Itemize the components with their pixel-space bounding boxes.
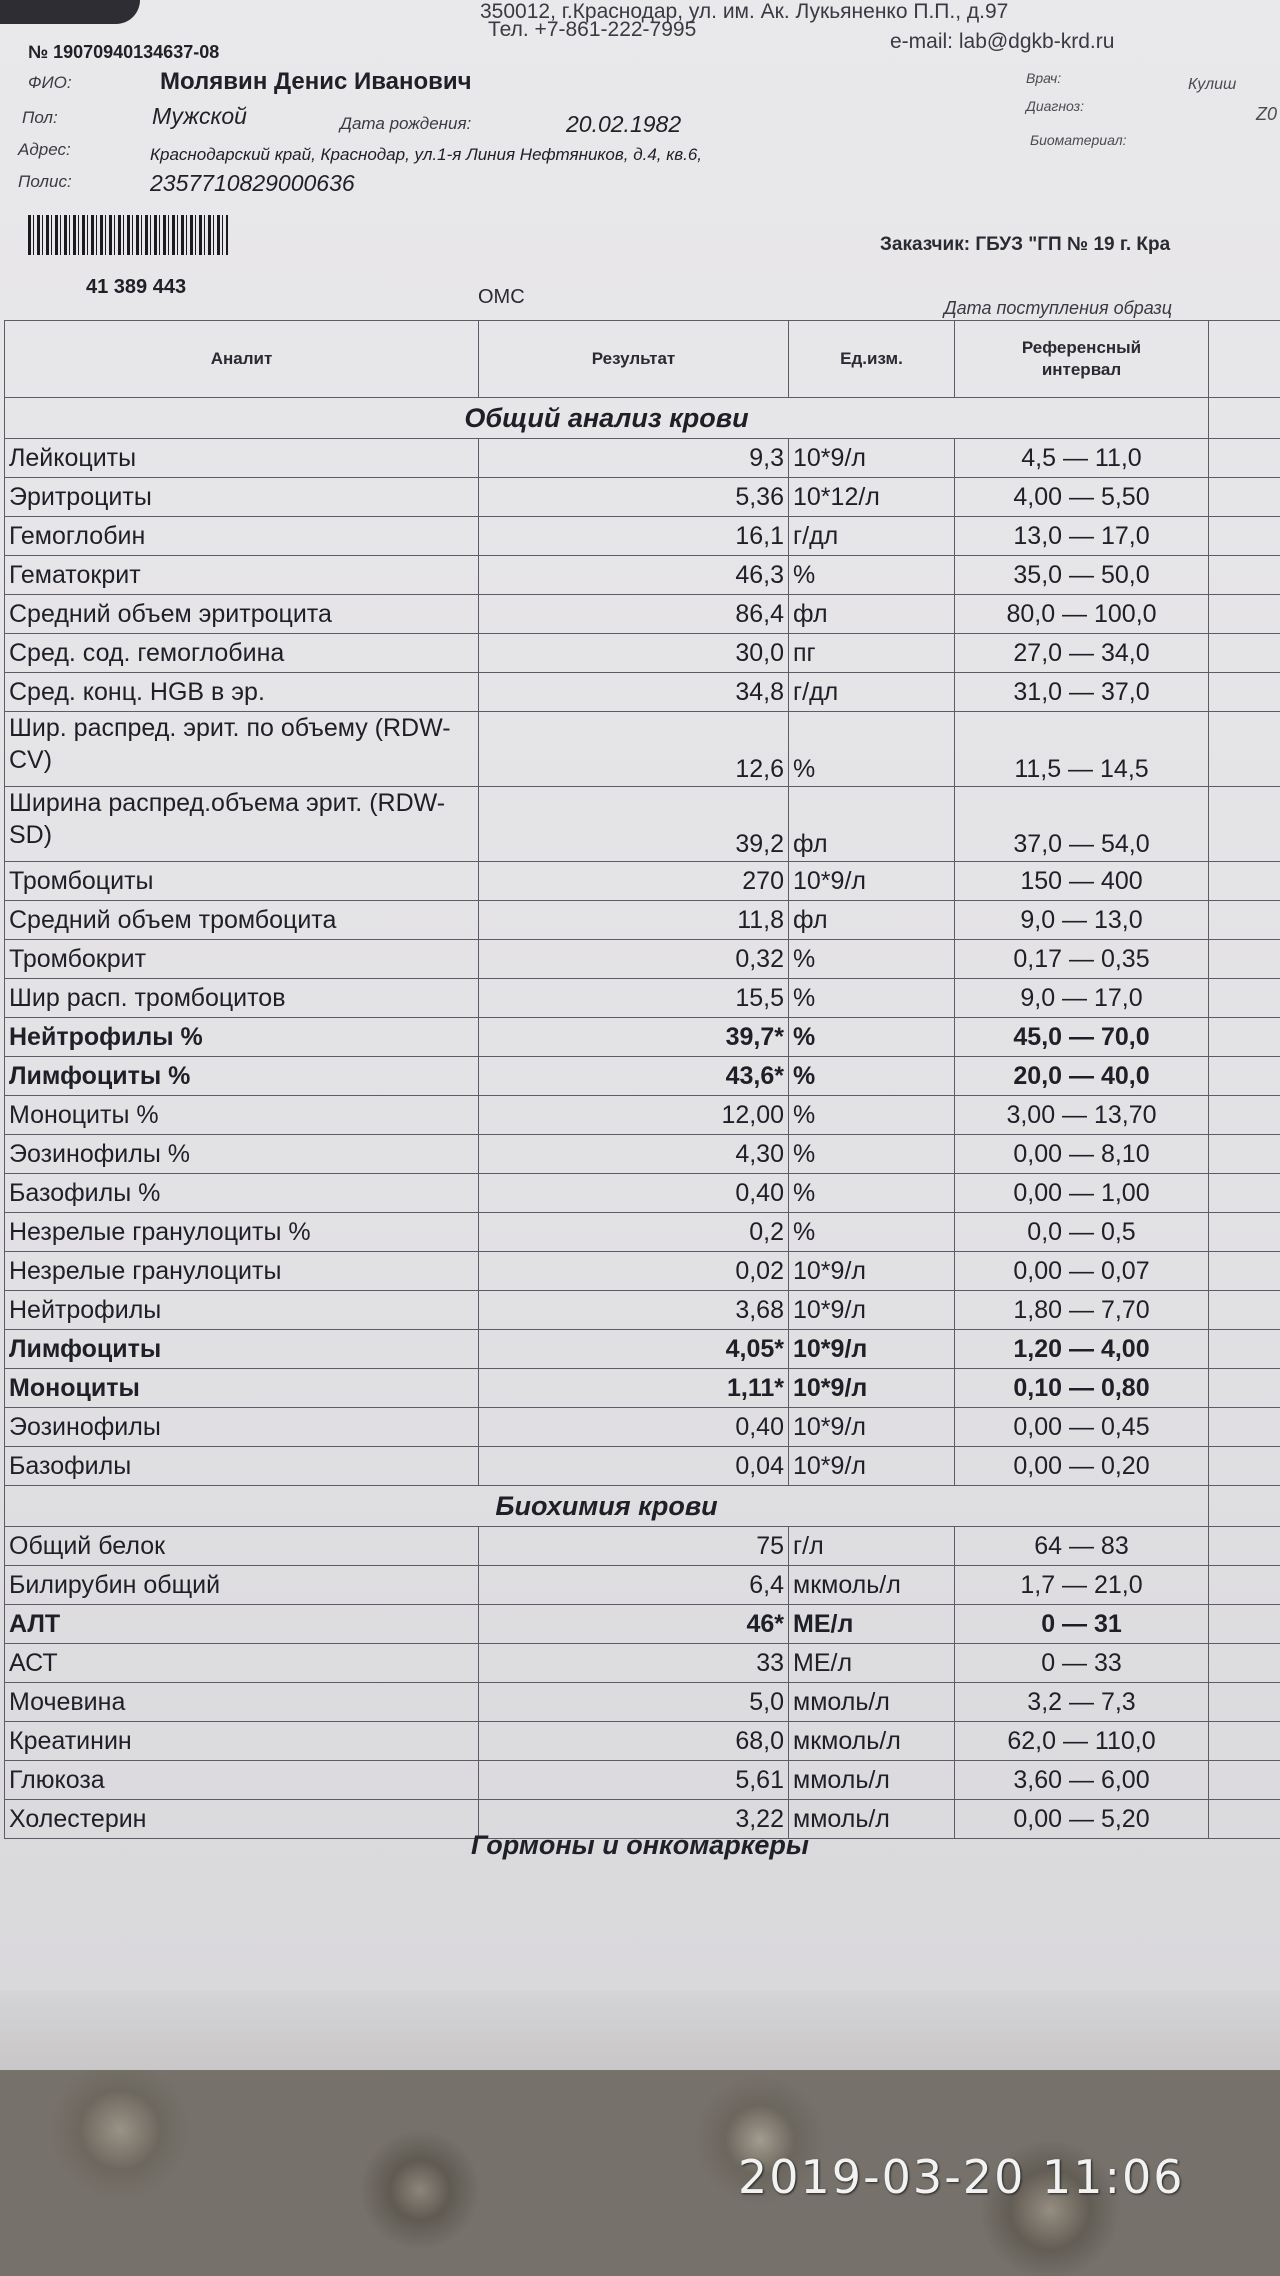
result-cell: 270 [479,862,789,901]
analyte-cell: Мочевина [5,1683,479,1722]
unit-cell: 10*9/л [789,862,955,901]
patient-policy: 2357710829000636 [150,170,355,196]
reference-cell: 9,0 — 13,0 [955,901,1209,940]
extra-cell [1209,439,1280,478]
extra-cell [1209,673,1280,712]
section-row [5,398,1280,439]
reference-cell: 0,0 — 0,5 [955,1213,1209,1252]
unit-cell: % [789,940,955,979]
result-cell: 12,00 [479,1096,789,1135]
unit-cell: г/дл [789,673,955,712]
diagnosis-value: Z0 [1256,104,1278,124]
analyte-cell: Нейтрофилы [5,1291,479,1330]
extra-cell [1209,1447,1280,1486]
table-row [5,1527,1280,1566]
extra-cell [1209,1291,1280,1330]
unit-cell: фл [789,787,955,862]
unit-cell: пг [789,634,955,673]
extra-cell [1209,1527,1280,1566]
unit-cell: % [789,1057,955,1096]
result-cell: 5,0 [479,1683,789,1722]
result-cell: 0,04 [479,1447,789,1486]
result-cell: 39,7* [479,1018,789,1057]
table-row [5,1330,1280,1369]
reference-cell: 0,17 — 0,35 [955,940,1209,979]
table-row [5,1057,1280,1096]
extra-cell [1209,1057,1280,1096]
reference-cell: 11,5 — 14,5 [955,712,1209,787]
order-number: № 19070940134637-08 [28,42,220,62]
analyte-cell: Шир расп. тромбоцитов [5,979,479,1018]
extra-cell [1209,595,1280,634]
extra-cell [1209,1018,1280,1057]
result-cell: 39,2 [479,787,789,862]
analyte-cell: Шир. распред. эрит. по объему (RDW-CV) [5,712,479,787]
extra-cell [1209,1096,1280,1135]
col-header-reference-line1: Референсный [1021,338,1142,357]
result-cell: 33 [479,1644,789,1683]
reference-cell: 4,00 — 5,50 [955,478,1209,517]
analyte-cell: Общий белок [5,1527,479,1566]
extra-cell [1209,1683,1280,1722]
result-cell: 12,6 [479,712,789,787]
result-cell: 3,68 [479,1291,789,1330]
table-row [5,673,1280,712]
section-title-hormones: Гормоны и онкомаркеры [471,1830,809,1860]
result-cell: 0,32 [479,940,789,979]
reference-cell: 0,00 — 1,00 [955,1174,1209,1213]
table-row [5,1213,1280,1252]
result-cell: 0,40 [479,1174,789,1213]
reference-cell: 4,5 — 11,0 [955,439,1209,478]
unit-cell: 10*9/л [789,1369,955,1408]
reference-cell: 37,0 — 54,0 [955,787,1209,862]
table-row [5,1408,1280,1447]
extra-cell [1209,901,1280,940]
extra-cell [1209,862,1280,901]
unit-cell: % [789,1135,955,1174]
lab-address: 350012, г.Краснодар, ул. им. Ак. Лукьяненко П.П., д.97 [480,0,1009,23]
result-cell: 15,5 [479,979,789,1018]
patient-address: Краснодарский край, Краснодар, ул.1-я Линия Нефтяников, д.4, кв.6, [150,145,703,164]
table-row [5,1369,1280,1408]
analyte-cell: Креатинин [5,1722,479,1761]
table-row [5,1291,1280,1330]
result-cell: 0,2 [479,1213,789,1252]
reference-cell: 20,0 — 40,0 [955,1057,1209,1096]
section-title: Общий анализ крови [5,398,1209,439]
extra-cell [1209,1174,1280,1213]
unit-cell: ммоль/л [789,1761,955,1800]
table-row [5,634,1280,673]
address-label: Адрес: [18,140,71,159]
unit-cell: 10*9/л [789,1252,955,1291]
extra-cell [1209,478,1280,517]
reference-cell: 3,60 — 6,00 [955,1761,1209,1800]
unit-cell: 10*9/л [789,1291,955,1330]
table-row [5,1683,1280,1722]
result-cell: 1,11* [479,1369,789,1408]
unit-cell: % [789,1018,955,1057]
biomaterial-label: Биоматериал: [1030,132,1127,148]
extra-cell [1209,940,1280,979]
unit-cell: г/л [789,1527,955,1566]
section-title: Биохимия крови [5,1486,1209,1527]
unit-cell: 10*9/л [789,1447,955,1486]
analyte-cell: Сред. сод. гемоглобина [5,634,479,673]
patient-sex: Мужской [152,103,247,129]
unit-cell: ммоль/л [789,1800,955,1839]
reference-cell: 0,10 — 0,80 [955,1369,1209,1408]
analyte-cell: Базофилы [5,1447,479,1486]
result-cell: 30,0 [479,634,789,673]
unit-cell: МЕ/л [789,1644,955,1683]
extra-cell [1209,1644,1280,1683]
extra-cell [1209,1213,1280,1252]
paper-bottom-edge [0,1990,1280,2080]
analyte-cell: Базофилы % [5,1174,479,1213]
result-cell: 5,61 [479,1761,789,1800]
col-header-extra [1209,321,1280,398]
photo-timestamp: 2019-03-20 11:06 [738,2150,1185,2204]
reference-cell: 1,20 — 4,00 [955,1330,1209,1369]
name-label: ФИО: [28,73,72,92]
sample-date-label: Дата поступления образц [944,298,1173,318]
results-table [4,320,1280,1839]
table-row [5,862,1280,901]
analyte-cell: Тромбокрит [5,940,479,979]
table-row [5,478,1280,517]
result-cell: 4,05* [479,1330,789,1369]
extra-cell [1209,634,1280,673]
reference-cell: 0,00 — 0,45 [955,1408,1209,1447]
reference-cell: 1,7 — 21,0 [955,1566,1209,1605]
extra-cell [1209,1330,1280,1369]
extra-cell [1209,556,1280,595]
reference-cell: 0 — 33 [955,1644,1209,1683]
table-row [5,556,1280,595]
table-row [5,439,1280,478]
reference-cell: 31,0 — 37,0 [955,673,1209,712]
result-cell: 0,40 [479,1408,789,1447]
col-header-unit: Ед.изм. [789,321,955,398]
customer: Заказчик: ГБУЗ "ГП № 19 г. Кра [880,234,1171,255]
extra-cell [1209,398,1280,439]
reference-cell: 0,00 — 0,07 [955,1252,1209,1291]
table-row [5,1096,1280,1135]
unit-cell: % [789,556,955,595]
table-row [5,979,1280,1018]
col-header-analyte: Аналит [5,321,479,398]
analyte-cell: Эозинофилы % [5,1135,479,1174]
unit-cell: 10*12/л [789,478,955,517]
analyte-cell: АСТ [5,1644,479,1683]
extra-cell [1209,517,1280,556]
reference-cell: 0,00 — 0,20 [955,1447,1209,1486]
table-row [5,1644,1280,1683]
doctor-value: Кулиш [1188,76,1237,93]
table-row [5,1605,1280,1644]
analyte-cell: Тромбоциты [5,862,479,901]
reference-cell: 3,00 — 13,70 [955,1096,1209,1135]
analyte-cell: Средний объем эритроцита [5,595,479,634]
reference-cell: 0,00 — 5,20 [955,1800,1209,1839]
table-row [5,787,1280,862]
analyte-cell: Глюкоза [5,1761,479,1800]
result-cell: 34,8 [479,673,789,712]
reference-cell: 1,80 — 7,70 [955,1291,1209,1330]
analyte-cell: Гематокрит [5,556,479,595]
table-row [5,712,1280,787]
unit-cell: фл [789,901,955,940]
reference-cell: 150 — 400 [955,862,1209,901]
unit-cell: % [789,712,955,787]
col-header-result: Результат [479,321,789,398]
col-header-reference [955,321,1209,398]
unit-cell: мкмоль/л [789,1722,955,1761]
patient-dob: 20.02.1982 [566,111,682,137]
unit-cell: % [789,1174,955,1213]
reference-cell: 0,00 — 8,10 [955,1135,1209,1174]
result-cell: 4,30 [479,1135,789,1174]
result-cell: 86,4 [479,595,789,634]
unit-cell: мкмоль/л [789,1566,955,1605]
table-row [5,1174,1280,1213]
analyte-cell: Эритроциты [5,478,479,517]
analyte-cell: Билирубин общий [5,1566,479,1605]
table-row [5,517,1280,556]
patient-name: Молявин Денис Иванович [160,68,472,95]
reference-cell: 3,2 — 7,3 [955,1683,1209,1722]
payer-type: ОМС [478,286,525,308]
lab-email: e-mail: lab@dgkb-krd.ru [890,30,1115,53]
reference-cell: 13,0 — 17,0 [955,517,1209,556]
reference-cell: 0 — 31 [955,1605,1209,1644]
diagnosis-label: Диагноз: [1026,98,1085,114]
lab-logo [0,0,140,24]
unit-cell: % [789,979,955,1018]
reference-cell: 62,0 — 110,0 [955,1722,1209,1761]
result-cell: 11,8 [479,901,789,940]
unit-cell: 10*9/л [789,1408,955,1447]
col-header-reference-line2: интервал [1041,360,1122,379]
analyte-cell: АЛТ [5,1605,479,1644]
extra-cell [1209,787,1280,862]
table-row [5,1252,1280,1291]
extra-cell [1209,712,1280,787]
extra-cell [1209,1369,1280,1408]
lab-phone: Тел. +7-861-222-7995 [488,18,697,41]
table-row [5,1018,1280,1057]
reference-cell: 9,0 — 17,0 [955,979,1209,1018]
analyte-cell: Моноциты % [5,1096,479,1135]
unit-cell: МЕ/л [789,1605,955,1644]
sample-barcode [28,215,228,255]
result-cell: 46* [479,1605,789,1644]
table-row [5,1566,1280,1605]
analyte-cell: Лимфоциты [5,1330,479,1369]
analyte-cell: Незрелые гранулоциты % [5,1213,479,1252]
dob-label: Дата рождения: [340,114,472,133]
extra-cell [1209,1486,1280,1527]
analyte-cell: Моноциты [5,1369,479,1408]
analyte-cell: Сред. конц. HGB в эр. [5,673,479,712]
results-body [5,398,1280,1839]
extra-cell [1209,1408,1280,1447]
extra-cell [1209,1566,1280,1605]
result-cell: 5,36 [479,478,789,517]
reference-cell: 35,0 — 50,0 [955,556,1209,595]
unit-cell: г/дл [789,517,955,556]
unit-cell: % [789,1213,955,1252]
table-row [5,595,1280,634]
reference-cell: 45,0 — 70,0 [955,1018,1209,1057]
barcode-number: 41 389 443 [86,276,187,298]
unit-cell: 10*9/л [789,1330,955,1369]
extra-cell [1209,1722,1280,1761]
analyte-cell: Лимфоциты % [5,1057,479,1096]
extra-cell [1209,1252,1280,1291]
result-cell: 46,3 [479,556,789,595]
table-row [5,940,1280,979]
result-cell: 16,1 [479,517,789,556]
table-row [5,1722,1280,1761]
analyte-cell: Эозинофилы [5,1408,479,1447]
result-cell: 9,3 [479,439,789,478]
analyte-cell: Незрелые гранулоциты [5,1252,479,1291]
extra-cell [1209,1135,1280,1174]
table-row [5,901,1280,940]
analyte-cell: Ширина распред.объема эрит. (RDW-SD) [5,787,479,862]
result-cell: 43,6* [479,1057,789,1096]
table-row [5,1447,1280,1486]
doctor-label: Врач: [1026,70,1062,86]
reference-cell: 27,0 — 34,0 [955,634,1209,673]
sex-label: Пол: [22,108,58,127]
analyte-cell: Лейкоциты [5,439,479,478]
section-row [5,1486,1280,1527]
unit-cell: % [789,1096,955,1135]
analyte-cell: Нейтрофилы % [5,1018,479,1057]
unit-cell: 10*9/л [789,439,955,478]
analyte-cell: Гемоглобин [5,517,479,556]
reference-cell: 80,0 — 100,0 [955,595,1209,634]
result-cell: 3,22 [479,1800,789,1839]
result-cell: 75 [479,1527,789,1566]
result-cell: 0,02 [479,1252,789,1291]
extra-cell [1209,979,1280,1018]
unit-cell: фл [789,595,955,634]
table-row [5,1761,1280,1800]
extra-cell [1209,1605,1280,1644]
table-header-row [5,321,1280,398]
analyte-cell: Холестерин [5,1800,479,1839]
policy-label: Полис: [18,172,72,191]
result-cell: 6,4 [479,1566,789,1605]
result-cell: 68,0 [479,1722,789,1761]
analyte-cell: Средний объем тромбоцита [5,901,479,940]
table-row [5,1135,1280,1174]
unit-cell: ммоль/л [789,1683,955,1722]
reference-cell: 64 — 83 [955,1527,1209,1566]
extra-cell [1209,1761,1280,1800]
